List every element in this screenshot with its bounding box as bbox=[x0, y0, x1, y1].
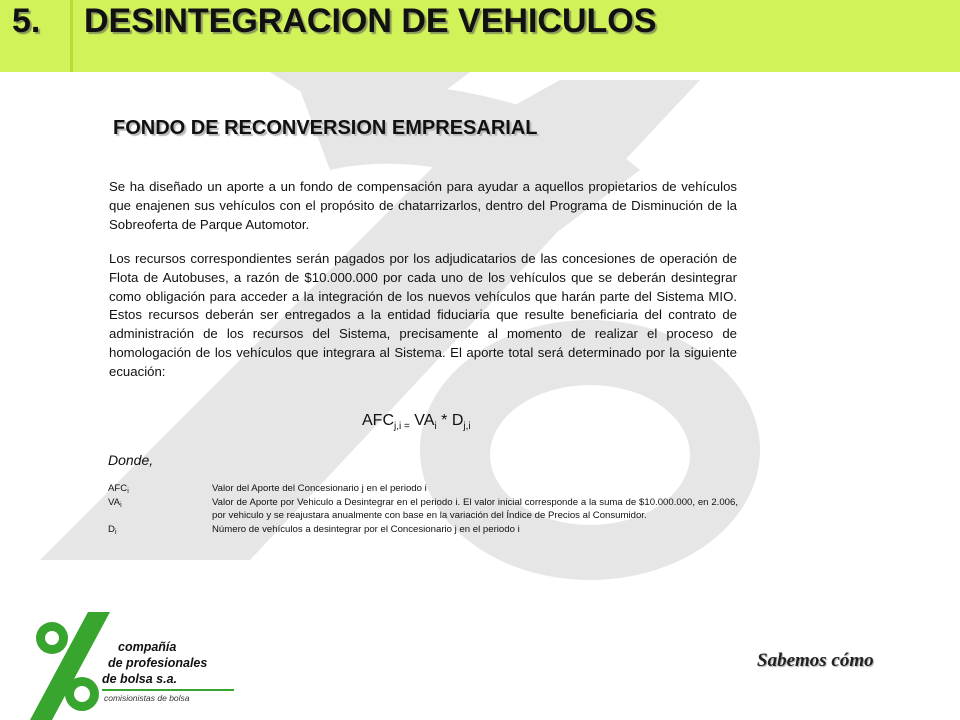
logo-text-line4: comisionistas de bolsa bbox=[104, 693, 190, 703]
definition-desc: Valor del Aporte del Concesionario j en el periodo i bbox=[212, 483, 427, 494]
equation-term1: VA bbox=[414, 412, 435, 429]
equation-term1-sub: i bbox=[434, 421, 437, 432]
page-title: DESINTEGRACION DE VEHICULOS bbox=[84, 2, 657, 40]
definition-term: $AFC_i$ bbox=[108, 483, 129, 495]
equation-operator: * bbox=[441, 412, 448, 429]
definition-desc: Valor de Aporte por Vehiculo a Desintegrar en el periodo i. El valor inicial corresponde a la suma de $10.000.000, en 2.006, por vehiculo y se reajustara anualmente con base en la variación del Índice de Precios al Consumidor. bbox=[212, 496, 738, 522]
definition-term: $D_i$ bbox=[108, 523, 117, 536]
paragraph-intro: Se ha diseñado un aporte a un fondo de compensación para ayudar a aquellos propietarios de vehículos que enajenen sus vehículos con el propósito de chatarrizarlos, dentro del Programa de Disminución de la Sobreoferta de Parque Automotor. bbox=[109, 179, 737, 232]
equation-lhs-sub: j,i = bbox=[394, 421, 410, 432]
paragraph-resources: Los recursos correspondientes serán pagados por los adjudicatarios de las concesiones de operación de Flota de Autobuses, a razón de $10.000.000 por cada uno de los vehículos que se deberán desintegrar como obligación para acceder a la integración de los nuevos vehículos que harán parte del Sistema MIO. Estos recursos deberán ser entregados a la entidad fiduciaria que resulte beneficiaria del contrato de administración de los recursos del Sistema, precisamente al momento de realizar el proceso de homologación de los vehículos que integrara al Sistema. El aporte total será determinado por la siguiente ecuación: bbox=[109, 251, 737, 379]
company-logo-icon bbox=[30, 612, 120, 720]
section-number: 5. bbox=[12, 2, 41, 40]
equation-term2: D bbox=[451, 412, 464, 429]
equation bbox=[362, 412, 471, 432]
logo-text-line1: compañía bbox=[118, 640, 177, 654]
header-bar bbox=[0, 0, 960, 72]
logo-divider bbox=[102, 689, 234, 691]
definitions-list bbox=[108, 482, 738, 536]
donde-label: Donde, bbox=[108, 452, 154, 468]
definition-desc: Número de vehículos a desintegrar por el Concesionario j en el periodo i bbox=[212, 523, 520, 535]
header-divider bbox=[70, 0, 73, 72]
equation-lhs: AFC bbox=[362, 412, 394, 429]
definition-row bbox=[108, 523, 738, 537]
equation-term2-sub: j,i bbox=[463, 421, 471, 432]
section-subtitle: FONDO DE RECONVERSION EMPRESARIAL bbox=[113, 117, 538, 139]
logo-text-line3: de bolsa s.a. bbox=[102, 672, 178, 686]
definition-term: $VA_i$ bbox=[108, 496, 122, 509]
slogan: Sabemos cómo bbox=[757, 650, 874, 671]
logo-text-line2: de profesionales bbox=[108, 656, 208, 670]
definition-row bbox=[108, 482, 738, 496]
definition-row bbox=[108, 496, 738, 523]
